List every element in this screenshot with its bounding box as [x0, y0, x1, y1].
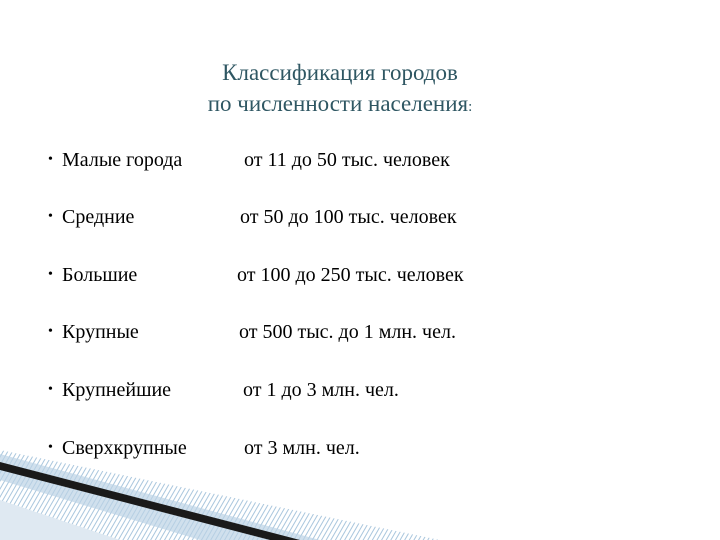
city-size-term: Крупные	[62, 321, 139, 343]
list-item	[48, 145, 668, 175]
list-item	[48, 260, 668, 290]
population-range: от 100 до 250 тыс. человек	[237, 264, 464, 286]
city-size-term: Средние	[62, 206, 135, 228]
bullet-icon: •	[48, 382, 53, 397]
population-range: от 3 млн. чел.	[244, 437, 360, 459]
bullet-icon: •	[48, 440, 53, 455]
bullet-icon: •	[48, 267, 53, 282]
bullet-icon: •	[48, 324, 53, 339]
city-size-term: Большие	[62, 264, 138, 286]
title-line-2-text: по численности населения	[207, 91, 469, 116]
title-line-1-text: Классификация городов	[222, 60, 458, 85]
list-item	[48, 317, 668, 347]
population-range: от 1 до 3 млн. чел.	[243, 379, 399, 401]
decorative-swoosh	[0, 440, 720, 540]
population-range: от 50 до 100 тыс. человек	[240, 206, 457, 228]
slide-title-line-1	[0, 58, 680, 88]
bullet-icon: •	[48, 152, 53, 167]
bullet-icon: •	[48, 209, 53, 224]
slide-title-line-2	[0, 89, 680, 122]
title-colon: :	[468, 99, 473, 115]
list-item	[48, 375, 668, 405]
population-range: от 500 тыс. до 1 млн. чел.	[239, 321, 456, 343]
population-range: от 11 до 50 тыс. человек	[244, 149, 450, 171]
city-size-term: Сверхкрупные	[62, 437, 187, 459]
city-size-term: Крупнейшие	[62, 379, 172, 401]
list-item	[48, 202, 668, 232]
city-size-term: Малые города	[62, 149, 183, 171]
